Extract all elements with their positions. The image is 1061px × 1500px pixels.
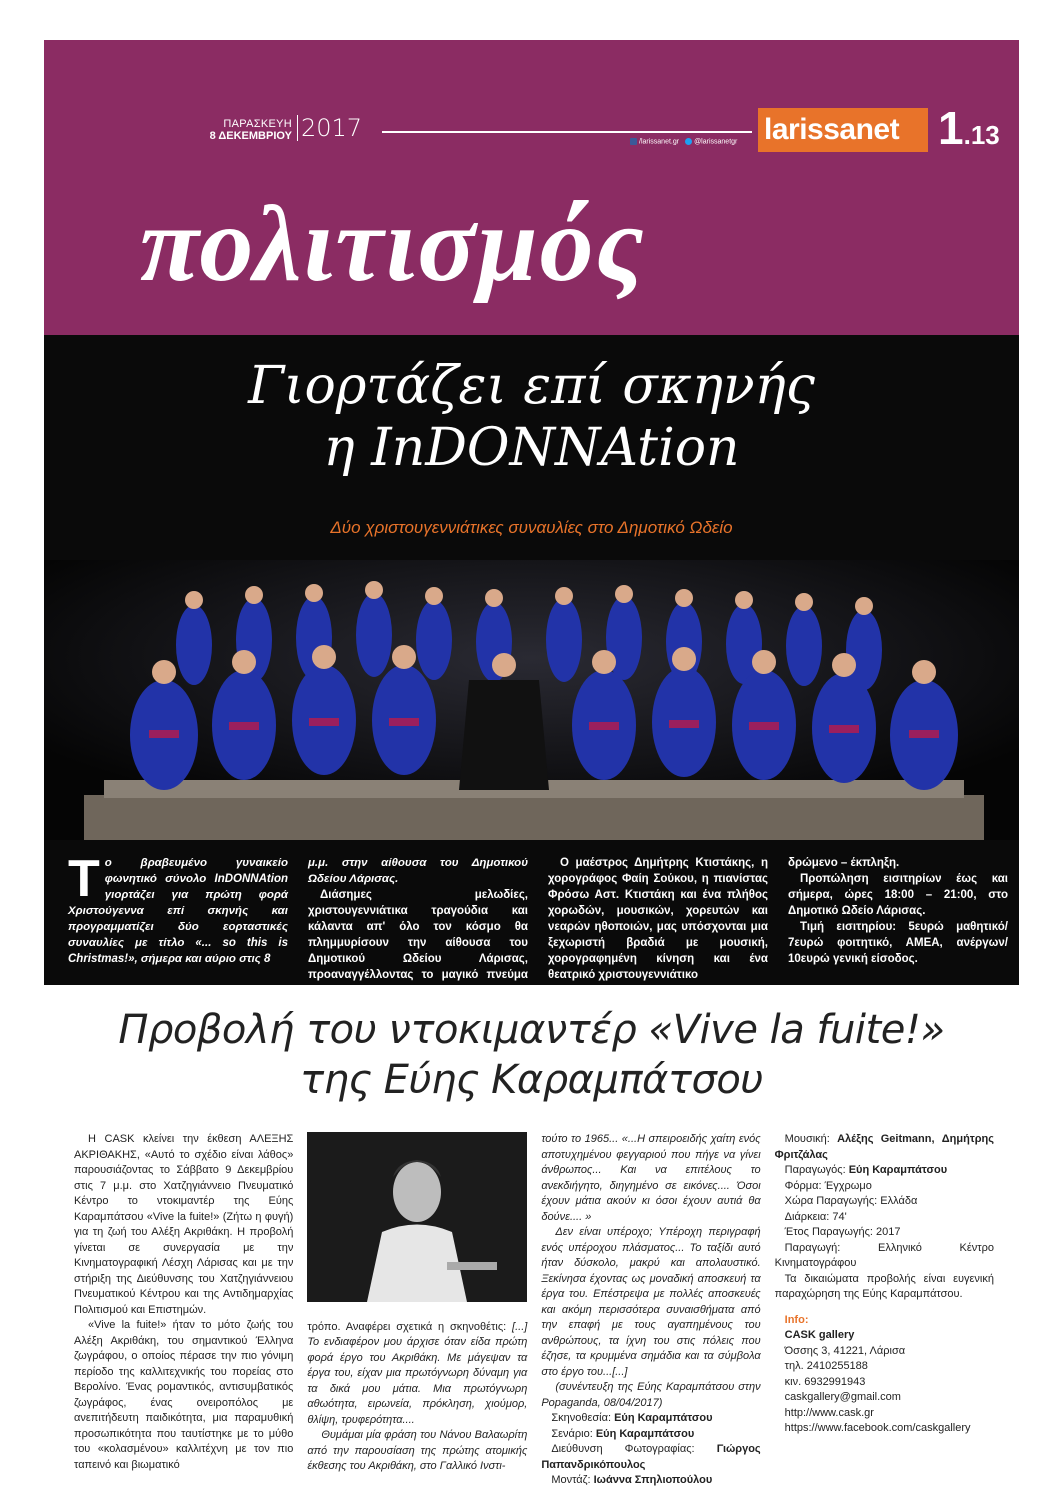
credit-line: Διάρκεια: 74' <box>784 1210 847 1223</box>
issue-year: 2017 <box>297 115 362 141</box>
info-phone: τηλ. 2410255188 <box>784 1360 868 1372</box>
article2-col-2: τρόπο. Αναφέρει σχετικά η σκηνοθέτις: [...] Το ενδιαφέρον μου άρχισε όταν είδα πρώτη φορά έργο του Ακριθάκη. Με μάγεψαν τα έργα του, είχαν μια πρωτόγνωρη δύναμη για τα δικά μου μάτια. Μια πρωτόγνωρη αθωότητα, ειρωνεία, πρόκληση, χιούμορ, θλίψη, τρυφερότητα.... Θυμάμαι μία φράση του Νάνου Βαλαωρίτη από την παρουσίαση της πρώτης ατομικής έκθεσης του Ακριθάκη, στο Γαλλικό Ινστι- <box>307 1132 527 1489</box>
facebook-link[interactable]: /larissanet.gr <box>630 138 679 145</box>
facebook-icon <box>630 138 637 145</box>
feature-col-1: Το βραβευμένο γυναικείο φωνητικό σύνολο InDONNAtion γιορτάζει για πρώτη φορά Χριστούγεννα επί σκηνής και προγραμματίζει δύο εορταστικές συναυλίες με τίτλο «... so this is Christmas!», σήμερα και αύριο στις 8 <box>68 850 288 965</box>
day-month: 8 ΔΕΚΕΜΒΡΙΟΥ <box>209 130 292 142</box>
info-mobile: κιν. 6932991943 <box>784 1375 866 1388</box>
akrithakis-photo <box>307 1132 527 1302</box>
credit-line: Παραγωγός: Εύη Καραμπάτσου <box>784 1164 948 1176</box>
twitter-link[interactable]: @larissanetgr <box>685 138 737 145</box>
article2-col-4 <box>775 1132 994 1489</box>
feature-col-2: μ.μ. στην αίθουσα του Δημοτικού Ωδείου Λάρισας. Διάσημες μελωδίες, χριστουγεννιάτικα τραγούδια και κάλαντα απ' όλο τον κόσμο θα πλημμυρίσουν την αίθουσα του Δημοτικού Ωδείου Λάρισας, προαναγγέλλοντας το μαγικό πνεύμα των εορτών! <box>308 857 528 997</box>
info-facebook-link[interactable]: https://www.facebook.com/caskgallery <box>784 1422 971 1434</box>
twitter-icon <box>685 138 692 145</box>
info-heading: Info: <box>784 1313 809 1326</box>
article2-col-3: τούτο το 1965... «...Η σπειροειδής χαίτη ενός αποτυχημένου φεγγαριού που πήγε να γίνει άνθρωπος... Και να επιτέλους το ανεκδιήγητο, διηγημένο σε εικόνες.... Όσοι έχουν μάτια ακούν κι όσοι έχουν αυτιά θα δούνε.... » Δεν είναι υπέροχο; Υπέροχη περιγραφή ενός υπέροχου πλάσματος... Το ταξίδι αυτό ήταν δύσκολο, μακρύ και απολαυστικό. Ξεκίνησα έχοντας ως μοναδική αποσκευή τα έργα του. Επέστρεψα με πολλές αποσκευές και ακόμη περισσότερα συναισθήματα από την επαφή με τους αγαπημένους του ανθρώπους, τα ίχνη του στις πόλεις που έζησε, τα κρυμμένα σημάδια και τα σύμβολα στο έργο του...[...] (συνέντευξη της Εύης Καραμπάτσου στην Popaganda, 08/04/2017) Σκηνοθεσία: Εύη Καραμπάτσου Σενάριο: Εύη Καραμπάτσου Διεύθυνση Φωτογραφίας: Γιώργος Παπανδρικόπουλος Μοντάζ: Ιωάννα Σπηλιοπούλου <box>541 1132 760 1489</box>
credit-line: Μοντάζ: Ιωάννα Σπηλιοπούλου <box>551 1474 713 1486</box>
section-title: πολιτισμός <box>140 185 646 304</box>
info-website-link[interactable]: http://www.cask.gr <box>784 1406 874 1419</box>
credit-line: Διεύθυνση Φωτογραφίας: Γιώργος Παπανδρικόπουλος <box>541 1443 761 1471</box>
credit-line: Σενάριο: Εύη Καραμπάτσου <box>551 1427 695 1440</box>
credit-line: Φόρμα: Έγχρωμο <box>784 1179 872 1192</box>
feature-subtitle: Δύο χριστουγεννιάτικες συναυλίες στο Δημοτικό Ωδείο <box>330 518 733 537</box>
weekday: ΠΑΡΑΣΚΕΥΗ <box>223 118 292 130</box>
article2-col-1: Η CASK κλείνει την έκθεση ΑΛΕΞΗΣ ΑΚΡΙΘΑΚΗΣ, «Αυτό το σχέδιο είναι λάθος» παρουσιάζοντας το Σάββατο 9 Δεκεμβρίου στις 7 μ.μ. στο Χατζηγιάννειο Πνευματικό Κέντρο το ντοκιμαντέρ της Εύης Καραμπάτσου «Vive la fuite!» (Ζήτω η φυγή) για τη ζωή του Αλέξη Ακριθάκη. Η προβολή γίνεται σε συνεργασία με την Κινηματογραφική Λέσχη Λάρισας και με την στήριξη της Διεύθυνσης του Χατζηγιάννειου Πνευματικού Κέντρου και της Αντιδημαρχίας Πολιτισμού και Επιστημών. «Vive la fuite!» ήταν το μότο ζωής του Αλέξη Ακριθάκη, του σημαντικού Έλληνα ζωγράφου, ο οποίος πέρασε την πιο γόνιμη περίοδο της καλλιτεχνικής του πορείας στο Βερολίνο. Ένας ρομαντικός, αντισυμβατικός ζωγράφος, ένας ονειροπόλος με ανεπιτήδευτη παιδικότητα, μια παραμυθική προσωπικότητα που ταυτίστηκε με το μύθο του «κολασμένου» καλλιτέχνη με τον πιο ταπεινό και βιωματικό <box>74 1133 294 1471</box>
rights-note: Τα δικαιώματα προβολής είναι ευγενική παραχώρηση της Εύης Καραμπάτσου. <box>774 1272 994 1300</box>
drop-cap: Τ <box>68 850 100 908</box>
feature-article <box>44 335 1019 997</box>
choir-photo <box>44 560 1019 840</box>
article2-headline: Προβολή του ντοκιμαντέρ «Vive la fuite!» της Εύης Καραμπάτσου <box>118 1007 945 1103</box>
info-address: Όσσης 3, 41221, Λάρισα <box>784 1344 906 1357</box>
feature-body <box>68 850 1008 999</box>
article2-body <box>74 1132 994 1489</box>
info-name: CASK gallery <box>784 1329 855 1341</box>
credit-line: Παραγωγή: Ελληνικό Κέντρο Κινηματογράφου <box>774 1241 994 1269</box>
social-links <box>630 138 737 145</box>
header-rule <box>382 131 752 133</box>
feature-col-3: Ο μαέστρος Δημήτρης Κτιστάκης, η χορογράφος Φαίη Σούκου, η πιανίστας Φρόσω Αστ. Κτιστάκη και ένα πλήθος χορωδών, μουσικών, χορευτών και νεαρών ηθοποιών, μας υπόσχονται μια ξεχωριστή βραδιά με μουσική, χορογραφημένη κίνηση και ένα θεατρικό χριστουγεννιάτικο <box>548 857 768 981</box>
feature-headline: Γιορτάζει επί σκηνής η InDONNAtion <box>248 356 815 478</box>
info-email-link[interactable]: caskgallery@gmail.com <box>784 1391 901 1403</box>
credit-line: Σκηνοθεσία: Εύη Καραμπάτσου <box>551 1412 713 1424</box>
page-number: 1.13 <box>938 102 1000 154</box>
credit-line: Μουσική: Αλέξης Geitmann, Δημήτρης Φριτζάλας <box>774 1133 994 1161</box>
issue-date <box>170 118 292 142</box>
credit-line: Χώρα Παραγωγής: Ελλάδα <box>784 1195 918 1207</box>
credits-list-a <box>541 1411 760 1489</box>
feature-col-4: δρώμενο – έκπληξη. Προπώληση εισιτηρίων έως και σήμερα, ώρες 18:00 – 21:00, στο Δημοτικό Ωδείο Λάρισας. Τιμή εισιτηρίου: 5ευρώ μαθητικό/ 7ευρώ φοιτητικό, ΑΜΕΑ, ανέργων/ 10ευρώ γενική είσοδος. <box>788 857 1008 965</box>
larissanet-logo[interactable]: larissanet <box>758 108 928 152</box>
credit-line: Έτος Παραγωγής: 2017 <box>784 1226 901 1238</box>
